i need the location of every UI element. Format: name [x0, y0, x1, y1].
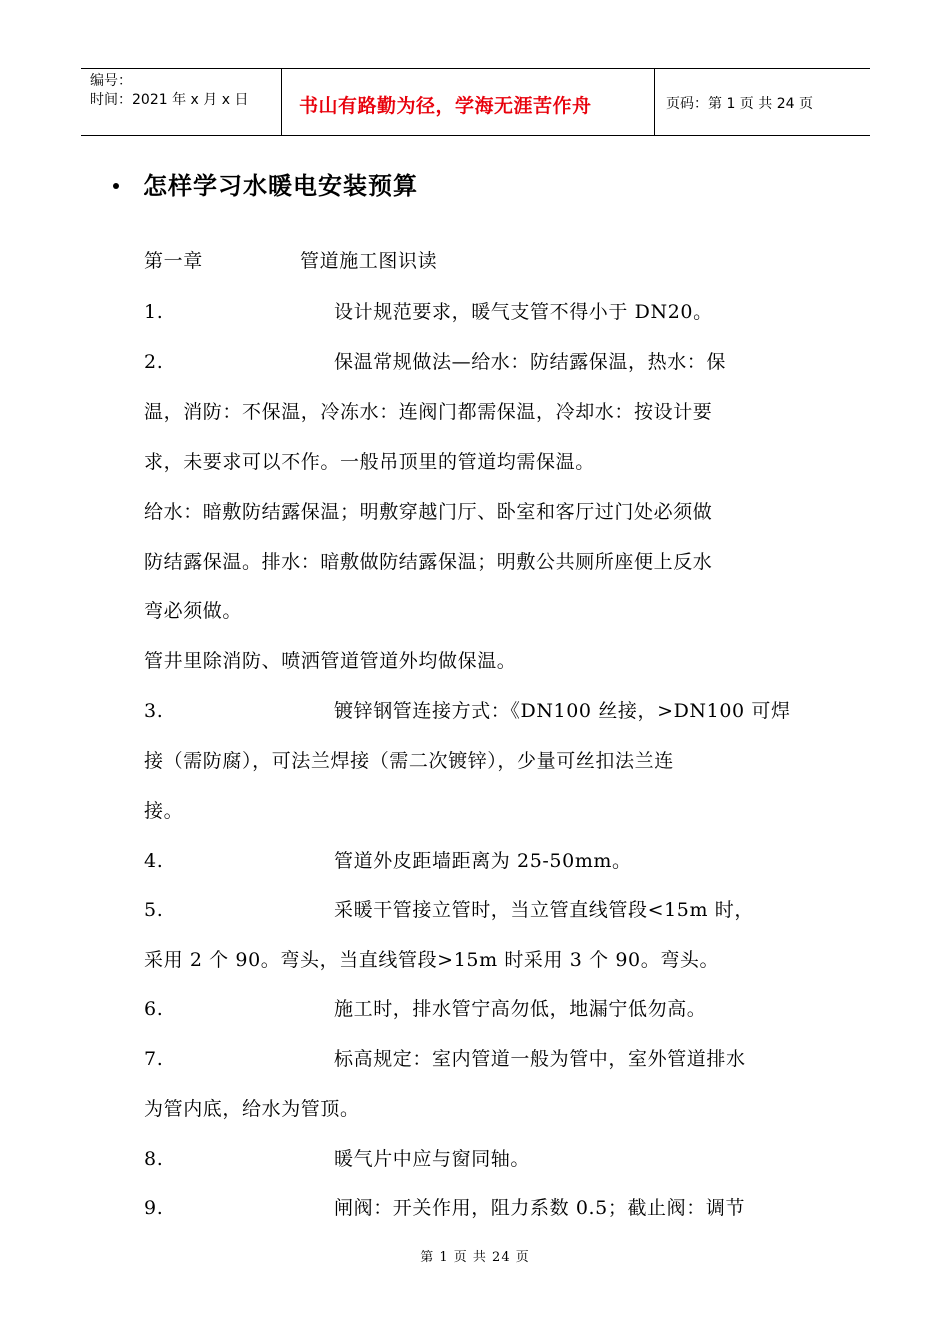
header-motto-cell: [282, 69, 655, 135]
header-page-number: 页码：第 1 页 共 24 页: [666, 96, 813, 112]
header-meta: [81, 69, 282, 135]
paragraph-line: 给水：暗敷防结露保温；明敷穿越门厅、卧室和客厅过门处必须做: [144, 501, 713, 523]
item-number: 9.: [144, 1197, 164, 1219]
page-footer: 第 1 页 共 24 页: [420, 1250, 530, 1265]
item-text: 施工时，排水管宁高勿低，地漏宁低勿高。: [334, 998, 707, 1020]
list-item: [144, 297, 713, 324]
document-title: 怎样学习水暖电安装预算: [143, 171, 418, 200]
paragraph-line: 求，未要求可以不作。一般吊顶里的管道均需保温。: [144, 451, 595, 473]
item-number: 4.: [144, 850, 164, 872]
list-item: [144, 347, 726, 374]
document-date: 时间：2021 年 x 月 x 日: [90, 92, 249, 108]
item-text: 暖气片中应与窗同轴。: [334, 1148, 531, 1170]
item-text: 镀锌钢管连接方式：《DN100 丝接，>DN100 可焊: [334, 700, 791, 722]
item-number: 7.: [144, 1048, 164, 1070]
paragraph-line: 防结露保温。排水：暗敷做防结露保温；明敷公共厕所座便上反水: [144, 551, 713, 573]
item-text: 采暖干管接立管时，当立管直线管段<15m 时，: [334, 899, 754, 921]
list-item: [144, 895, 754, 922]
page-header: [81, 68, 870, 136]
paragraph-line: 温，消防：不保温，冷冻水：连阀门都需保温，冷却水：按设计要: [144, 401, 713, 423]
header-motto: 书山有路勤为径，学海无涯苦作舟: [299, 95, 592, 117]
paragraph-line: 接（需防腐），可法兰焊接（需二次镀锌），少量可丝扣法兰连: [144, 750, 674, 772]
paragraph-line: 为管内底，给水为管顶。: [144, 1098, 360, 1120]
list-item: [144, 696, 791, 723]
list-item: [144, 846, 632, 873]
item-number: 1.: [144, 301, 164, 323]
header-page-cell: [655, 69, 870, 135]
title-row: [113, 166, 418, 201]
list-item: [144, 1044, 746, 1071]
item-text: 标高规定：室内管道一般为管中，室外管道排水: [334, 1048, 746, 1070]
paragraph-line: 接。: [144, 800, 184, 822]
paragraph-line: 管井里除消防、喷洒管道管道外均做保温。: [144, 650, 517, 672]
list-item: [144, 1193, 745, 1220]
chapter-label: 第一章: [144, 250, 203, 272]
chapter-heading: [144, 246, 437, 273]
item-text: 管道外皮距墙距离为 25-50mm。: [334, 850, 632, 872]
item-number: 6.: [144, 998, 164, 1020]
document-number-label: 编号：: [90, 73, 132, 89]
item-number: 2.: [144, 351, 164, 373]
chapter-name: 管道施工图识读: [300, 250, 438, 272]
paragraph-line: 采用 2 个 90。弯头，当直线管段>15m 时采用 3 个 90。弯头。: [144, 949, 720, 971]
list-item: [144, 1144, 530, 1171]
bullet-icon: [113, 183, 119, 189]
paragraph-line: 弯必须做。: [144, 600, 243, 622]
item-number: 8.: [144, 1148, 164, 1170]
list-item: [144, 994, 706, 1021]
item-text: 设计规范要求，暖气支管不得小于 DN20。: [334, 301, 713, 323]
item-number: 3.: [144, 700, 164, 722]
item-text: 闸阀：开关作用，阻力系数 0.5；截止阀：调节: [334, 1197, 746, 1219]
item-number: 5.: [144, 899, 164, 921]
item-text: 保温常规做法—给水：防结露保温，热水：保: [334, 351, 727, 373]
